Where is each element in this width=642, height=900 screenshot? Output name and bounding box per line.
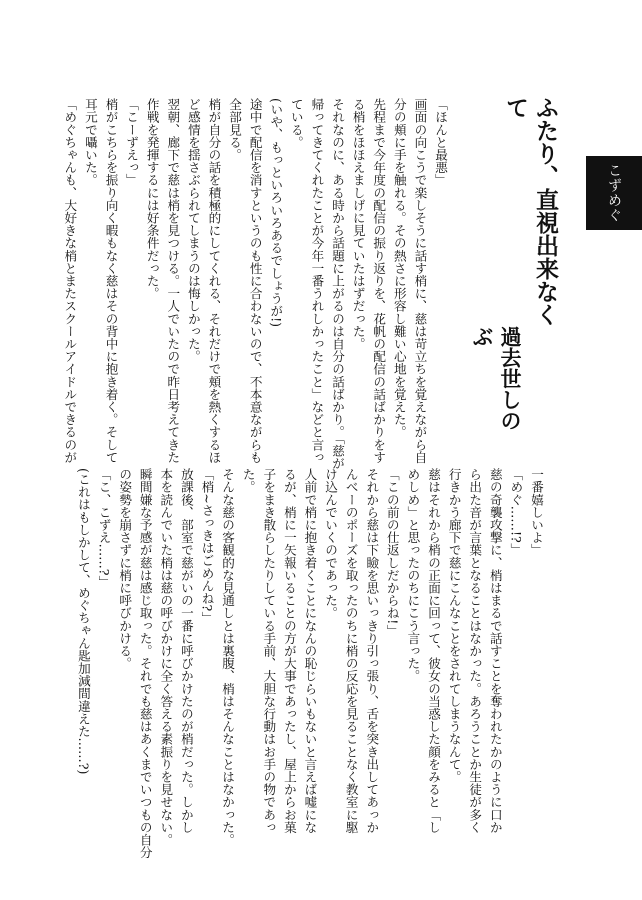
text-line: 梢が自分の話を積極的にしてくれる、それだけで頬を熱くするほ: [206, 98, 222, 464]
text-line: ど感情を揺さぶられてしまうのは悔しかった。: [185, 98, 201, 363]
text-line: る梢をほほえましげに見ていたはずだった。: [350, 98, 366, 350]
text-line: そんな慈の客観的な見通しとは裏腹、梢はそんなことはなかった。: [220, 468, 236, 846]
text-line: 本を読んでいた梢は慈の呼びかけに全く答える素振りを見せない。: [158, 468, 174, 846]
text-line: ら出た音が言葉となることはなかった。あろうことか生徒が多く: [467, 468, 483, 834]
text-line: 梢がこちらを振り向く暇もなく慈はその背中に抱き着く。そして: [103, 98, 119, 464]
text-line: 放課後、部室で慈がいの一番に呼びかけたのが梢だった。しかし: [178, 468, 194, 834]
text-line: 全部見る。: [227, 98, 243, 161]
text-line: めしめ」と思ったのちにこう言った。: [405, 468, 421, 683]
text-line: それなのに、ある時から話題に上がるのは自分の話ばかり。「慈が: [330, 98, 346, 470]
chapter-tab-label: こずめぐ: [606, 163, 622, 223]
text-block-top: [62, 98, 450, 470]
text-line: 「こーずえっ」: [124, 98, 140, 187]
text-line: んべーのポーズを取ったのちに梢の反応を見ることなく教室に駆: [343, 468, 359, 834]
text-line: 「梢~さっきはごめんね?」: [199, 468, 215, 624]
text-line: るが、梢に一矢報いることの方が大事であったし、屋上からお菓: [281, 468, 297, 834]
text-line: 「この前の仕返しだからね!」: [384, 468, 400, 637]
text-line: 一番嬉しいよ」: [529, 468, 544, 557]
text-line: (これはもしかして、めぐちゃん匙加減間違えた……?): [75, 468, 91, 775]
story-title: ふたり、直視出来なくて: [502, 96, 559, 326]
text-line: 人前で梢に抱き着くことになんの恥じらいもないと言えば嘘にな: [302, 468, 318, 834]
text-line: 行きかう廊下で慈にこんなことをされてしまうなんて。: [446, 468, 462, 783]
chapter-tab: [586, 156, 642, 230]
text-line: 「めぐちゃんも、大好きな梢とまたスクールアイドルできるのが: [62, 98, 78, 464]
text-line: 「めぐ……!?」: [508, 468, 524, 556]
text-line: それから慈は下瞼を思いっきり引っ張り、舌を突き出してあっか: [364, 468, 380, 834]
author-name: 過去世しのぶ: [470, 326, 523, 431]
text-line: ている。: [288, 98, 304, 149]
text-line: 途中で配信を消すというのも性に合わないので、不本意ながらも: [247, 98, 263, 464]
text-line: (いや、もっといろいろあるでしょうが!): [268, 98, 284, 328]
text-line: 瞬間嫌な予感が慈は感じ取った。それでも慈はあくまでいつもの自分: [137, 468, 153, 859]
text-line: 子をまき散らしたりしている手前、大胆な行動はお手の物であっ: [261, 468, 277, 834]
text-line: 分の頬に手を触れる。その熱さに形容し難い心地を覚えた。: [391, 98, 407, 439]
text-line: け込んでいくのであった。: [323, 468, 339, 620]
text-line: 帰ってきてくれたことが今年一番うれしかったこと」などと言っ: [309, 98, 325, 464]
text-line: 「ほんと最悪」: [433, 98, 448, 187]
text-line: た。: [240, 468, 256, 494]
text-line: の姿勢を崩さずに梢に呼びかける。: [117, 468, 133, 670]
text-line: 耳元で囁いた。: [82, 98, 98, 187]
text-line: 慈の奇襲攻撃に、梢はまるで話すことを奪われたかのように口か: [487, 468, 503, 834]
text-line: 先程まで今年度の配信の振り返りを、花帆の配信の話ばかりをす: [371, 98, 387, 464]
text-block-bottom: [75, 468, 546, 859]
text-line: 作戦を発揮するには好条件だった。: [144, 98, 160, 300]
text-line: 「こ、こずえ……?」: [96, 468, 112, 589]
text-line: 画面の向こうで楽しそうに話す梢に、慈は苛立ちを覚えながら自: [412, 98, 428, 464]
text-line: 慈はそれから梢の正面に回って、彼女の当惑した顔をみると「し: [426, 468, 442, 834]
text-line: 翌朝、廊下で慈は梢を見つける。一人でいたので昨日考えてきた: [165, 98, 181, 464]
